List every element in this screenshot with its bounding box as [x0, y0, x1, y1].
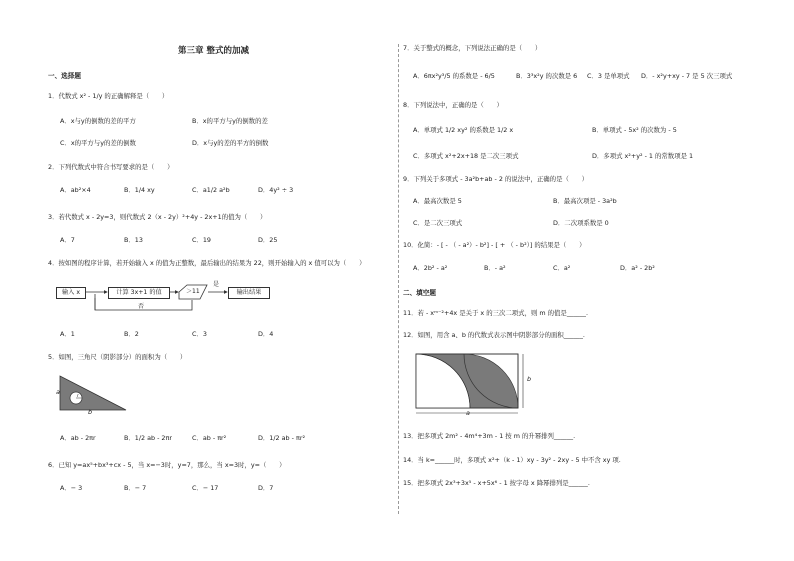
q2-option-a: A．ab²×4: [60, 186, 91, 194]
q9-stem: 9．下列关于多项式 - 3a²b+ab - 2 的说法中，正确的是（ ）: [403, 175, 589, 183]
q8-stem: 8．下列说法中，正确的是（ ）: [403, 101, 503, 109]
q5-option-d: D．1/2 ab - πr²: [258, 434, 306, 442]
q9-option-b: B．最高次项是 - 3a²b: [553, 197, 617, 205]
q4-no-label: 否: [138, 303, 145, 310]
q5-triangle-figure: [54, 372, 134, 418]
q10-option-d: D．a² - 2b²: [620, 264, 655, 272]
q10-option-a: A．2b² - a²: [413, 264, 448, 272]
q1-option-c: C．x的平方与y的差的倒数: [60, 139, 136, 147]
q2-stem: 2．下列代数式中符合书写要求的是（ ）: [48, 163, 174, 171]
q12-rectangle-figure: [410, 352, 530, 418]
q5-label-r: r: [77, 394, 79, 399]
q7-option-c: C．3 是单项式: [587, 72, 630, 80]
q5-label-a: a: [56, 388, 60, 396]
q5-option-c: C．ab - πr²: [192, 434, 227, 442]
q3-option-a: A．7: [60, 236, 75, 244]
q12-stem: 12．如图，用含 a、b 的代数式表示图中阴影部分的面积______.: [403, 331, 585, 339]
q6-option-b: B．− 7: [124, 484, 147, 492]
q4-option-c: C．3: [192, 330, 207, 338]
q7-option-a: A．6πx²y³/5 的系数是 - 6/5: [413, 72, 495, 80]
q7-option-b: B．3³x²y 的次数是 6: [516, 72, 578, 80]
q6-stem: 6．已知 y=ax⁵+bx³+cx - 5，当 x=−3时，y=7，那么，当 x=3时，y=（ ）: [48, 461, 286, 469]
q14-text: 14．当 k=______时，多项式 x²+（k - 1）xy - 3y² - 2xy - 5 中不含 xy 项.: [403, 456, 621, 464]
section-choice-heading: 一、选择题: [48, 72, 81, 80]
q2-option-b: B．1/4 xy: [124, 186, 155, 194]
q7-stem: 7．关于整式的概念，下列说法正确的是（ ）: [403, 44, 542, 52]
q11-text: 11．若 - xᵐ⁻²+4x 是关于 x 的三次二项式，则 m 的值是______.: [403, 309, 589, 317]
column-divider: [398, 44, 399, 514]
q4-option-b: B．2: [124, 330, 139, 338]
q4-input-box: 输入 x: [56, 287, 86, 299]
q8-option-b: B．单项式 - 5x² 的次数为 - 5: [592, 126, 677, 134]
q15-text: 15．把多项式 2x³+3x⁵ - x+5x⁶ - 1 按字母 x 降幂排列是______.: [403, 479, 590, 487]
q3-stem: 3．若代数式 x - 2y=3，则代数式 2（x - 2y）²+4y - 2x+1的值为（ ）: [48, 213, 267, 221]
page-title: 第三章 整式的加减: [178, 46, 249, 56]
q10-option-b: B．- a²: [484, 264, 506, 272]
q5-stem: 5．如图，三角尺（阴影部分）的面积为（ ）: [48, 353, 187, 361]
q2-option-d: D．4y² ÷ 3: [258, 186, 294, 194]
q9-option-d: D．二次项系数是 0: [553, 219, 609, 227]
q6-option-d: D．7: [258, 484, 274, 492]
q5-label-b: b: [88, 408, 93, 416]
q8-option-c: C．多项式 x²+2x+18 是二次三项式: [413, 152, 519, 160]
q7-option-d: D．- x²y+xy - 7 是 5 次三项式: [641, 72, 733, 80]
q12-label-b: b: [527, 375, 532, 383]
q6-option-a: A．− 3: [60, 484, 83, 492]
q1-stem: 1．代数式 x² - 1/y 的正确解释是（ ）: [48, 92, 169, 100]
q6-option-c: C．− 17: [192, 484, 219, 492]
q8-option-d: D．多项式 x²+y² - 1 的常数项是 1: [592, 152, 694, 160]
section-fill-heading: 二、填空题: [403, 289, 436, 297]
q9-option-a: A．最高次数是 5: [413, 197, 462, 205]
q4-calc-box: 计算 3x+1 的值: [108, 287, 170, 299]
q10-stem: 10．化简：- [ - （ - a²）- b²] - [ + （ - b²）] 的结果是（ ）: [403, 241, 586, 249]
q4-yes-label: 是: [213, 281, 220, 288]
q2-option-c: C．a1/2 a²b: [192, 186, 230, 194]
q4-output-box: 输出结果: [228, 287, 270, 299]
q12-label-a: a: [466, 409, 470, 417]
q10-option-c: C．a²: [553, 264, 571, 272]
q1-option-d: D．x与y的差的平方的倒数: [192, 139, 269, 147]
q4-option-a: A．1: [60, 330, 75, 338]
q8-option-a: A．单项式 1/2 xy² 的系数是 1/2 x: [413, 126, 514, 134]
q5-option-a: A．ab - 2πr: [60, 434, 96, 442]
q3-option-b: B．13: [124, 236, 143, 244]
q3-option-c: C．19: [192, 236, 211, 244]
q1-option-b: B．x的平方与y的倒数的差: [192, 117, 268, 125]
q1-option-a: A．x与y的倒数的差的平方: [60, 117, 136, 125]
q4-stem: 4．按如图的程序计算，若开始输入 x 的值为正整数，最后输出的结果为 22，则开始输入的 x 值可以为（ ）: [48, 259, 366, 267]
q13-text: 13．把多项式 2m² - 4m⁴+3m - 1 按 m 的升幂排列______.: [403, 432, 576, 440]
q9-option-c: C．是二次三项式: [413, 219, 463, 227]
q4-condition-label: ＞11: [186, 288, 200, 295]
q5-option-b: B．1/2 ab - 2πr: [124, 434, 172, 442]
q3-option-d: D．25: [258, 236, 278, 244]
q4-option-d: D．4: [258, 330, 274, 338]
